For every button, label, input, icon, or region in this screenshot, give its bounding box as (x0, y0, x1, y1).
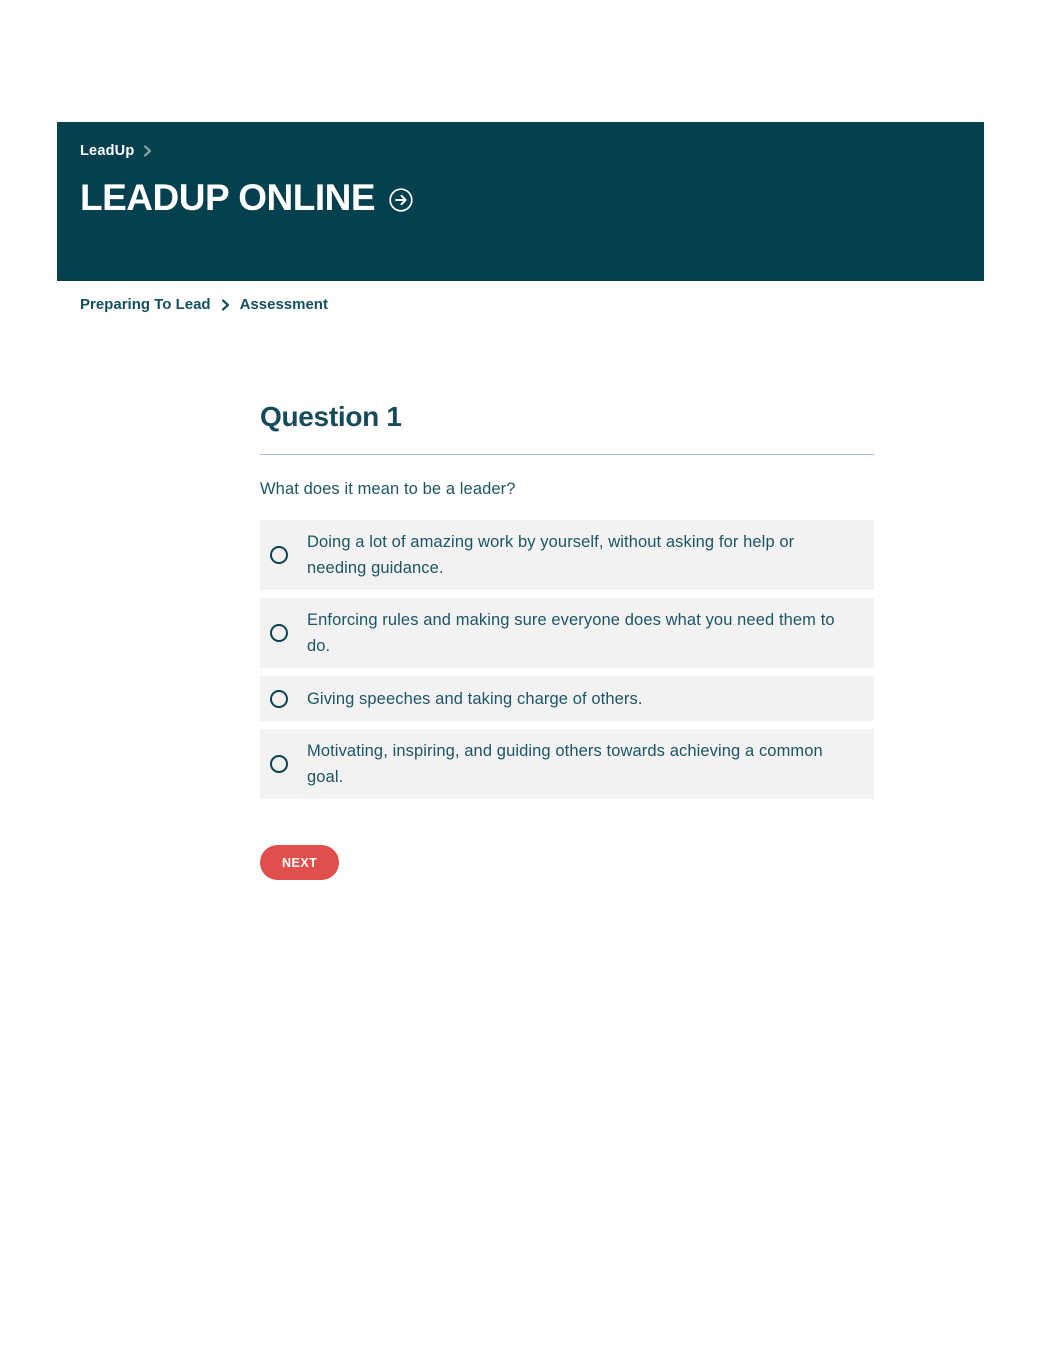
answer-option-3[interactable] (260, 676, 874, 721)
radio-icon[interactable] (270, 624, 288, 642)
brand-breadcrumb[interactable] (80, 143, 984, 159)
next-button[interactable]: NEXT (260, 845, 339, 880)
course-header (57, 122, 984, 281)
assessment-panel (260, 401, 874, 880)
radio-icon[interactable] (270, 546, 288, 564)
answer-option-label: Giving speeches and taking charge of others. (307, 689, 643, 708)
heading-divider (260, 454, 874, 455)
answer-option-label: Motivating, inspiring, and guiding others towards achieving a common goal. (307, 742, 823, 786)
question-text: What does it mean to be a leader? (260, 480, 516, 498)
chevron-right-icon (143, 144, 152, 158)
breadcrumb (80, 296, 328, 313)
breadcrumb-course[interactable]: Preparing To Lead (80, 296, 211, 313)
breadcrumb-page[interactable]: Assessment (239, 296, 328, 313)
answer-options (260, 520, 874, 799)
answer-option-label: Doing a lot of amazing work by yourself, without asking for help or needing guidance. (307, 533, 795, 577)
answer-option-4[interactable] (260, 729, 874, 799)
course-title: LEADUP ONLINE (80, 177, 376, 218)
answer-option-2[interactable] (260, 598, 874, 668)
arrow-right-circle-icon[interactable] (389, 188, 413, 212)
chevron-right-icon (221, 297, 230, 312)
radio-icon[interactable] (270, 755, 288, 773)
answer-option-label: Enforcing rules and making sure everyone does what you need them to do. (307, 611, 835, 655)
brand-name[interactable]: LeadUp (80, 143, 135, 159)
radio-icon[interactable] (270, 690, 288, 708)
answer-option-1[interactable] (260, 520, 874, 590)
question-heading: Question 1 (260, 401, 402, 432)
